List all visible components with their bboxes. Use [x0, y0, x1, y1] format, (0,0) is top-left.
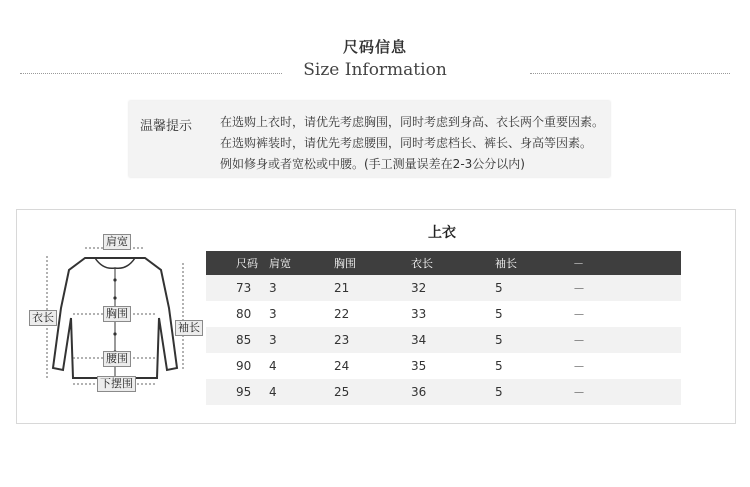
size-panel [16, 209, 736, 424]
table-row [206, 353, 681, 379]
header-cell: 衣长 [411, 257, 433, 270]
page-title-en: Size Information [303, 60, 447, 80]
shirt-diagram [25, 218, 215, 418]
table-cell: 80 [236, 307, 252, 321]
table-cell: 22 [334, 307, 350, 321]
table-cell: 5 [495, 333, 503, 347]
header-cell: 尺码 [236, 257, 258, 270]
table-cell: 35 [411, 359, 427, 373]
header-cell: 胸围 [334, 257, 356, 270]
table-cell: 3 [269, 333, 277, 347]
table-title: 上衣 [428, 225, 456, 241]
size-table [206, 251, 681, 405]
table-cell: 36 [411, 385, 427, 399]
hem-label: 下摆围 [97, 376, 136, 392]
table-cell: － [573, 359, 586, 374]
table-cell: 33 [411, 307, 427, 321]
table-cell: 5 [495, 359, 503, 373]
header-cell: 肩宽 [269, 257, 291, 270]
shoulder-label: 肩宽 [103, 234, 131, 250]
page-title-cn: 尺码信息 [342, 38, 407, 56]
table-cell: 5 [495, 307, 503, 321]
tips-line: 在选购上衣时，请优先考虑胸围，同时考虑到身高、衣长两个重要因素。 [220, 115, 605, 129]
table-cell: 90 [236, 359, 252, 373]
table-cell: 5 [495, 281, 503, 295]
table-cell: 3 [269, 281, 277, 295]
chest-label: 胸围 [103, 306, 131, 322]
table-cell: 4 [269, 359, 277, 373]
length-label: 衣长 [29, 310, 57, 326]
table-cell: 34 [411, 333, 427, 347]
table-cell: － [573, 281, 586, 296]
tips-box [129, 101, 610, 177]
table-cell: 25 [334, 385, 350, 399]
table-cell: 95 [236, 385, 252, 399]
table-cell: － [573, 333, 586, 348]
tips-line: 例如修身或者宽松或中腰。(手工测量误差在2-3公分以内) [220, 157, 525, 171]
table-row [206, 379, 681, 405]
waist-label: 腰围 [103, 351, 131, 367]
table-cell: 4 [269, 385, 277, 399]
table-header [206, 251, 681, 275]
table-cell: 85 [236, 333, 252, 347]
table-cell: 24 [334, 359, 350, 373]
table-cell: － [573, 385, 586, 400]
table-cell: 21 [334, 281, 350, 295]
table-cell: 23 [334, 333, 350, 347]
table-cell: 73 [236, 281, 252, 295]
header-cell: 袖长 [495, 257, 517, 270]
tips-lines [220, 112, 604, 175]
table-cell: － [573, 307, 586, 322]
sleeve-label: 袖长 [175, 320, 203, 336]
tips-line: 在选购裤装时，请优先考虑腰围，同时考虑档长、裤长、身高等因素。 [220, 136, 593, 150]
table-cell: 3 [269, 307, 277, 321]
table-row [206, 301, 681, 327]
table-cell: 5 [495, 385, 503, 399]
table-cell: 32 [411, 281, 427, 295]
tips-label: 温馨提示 [140, 119, 193, 134]
header-cell: － [573, 257, 584, 270]
table-row [206, 275, 681, 301]
table-row [206, 327, 681, 353]
